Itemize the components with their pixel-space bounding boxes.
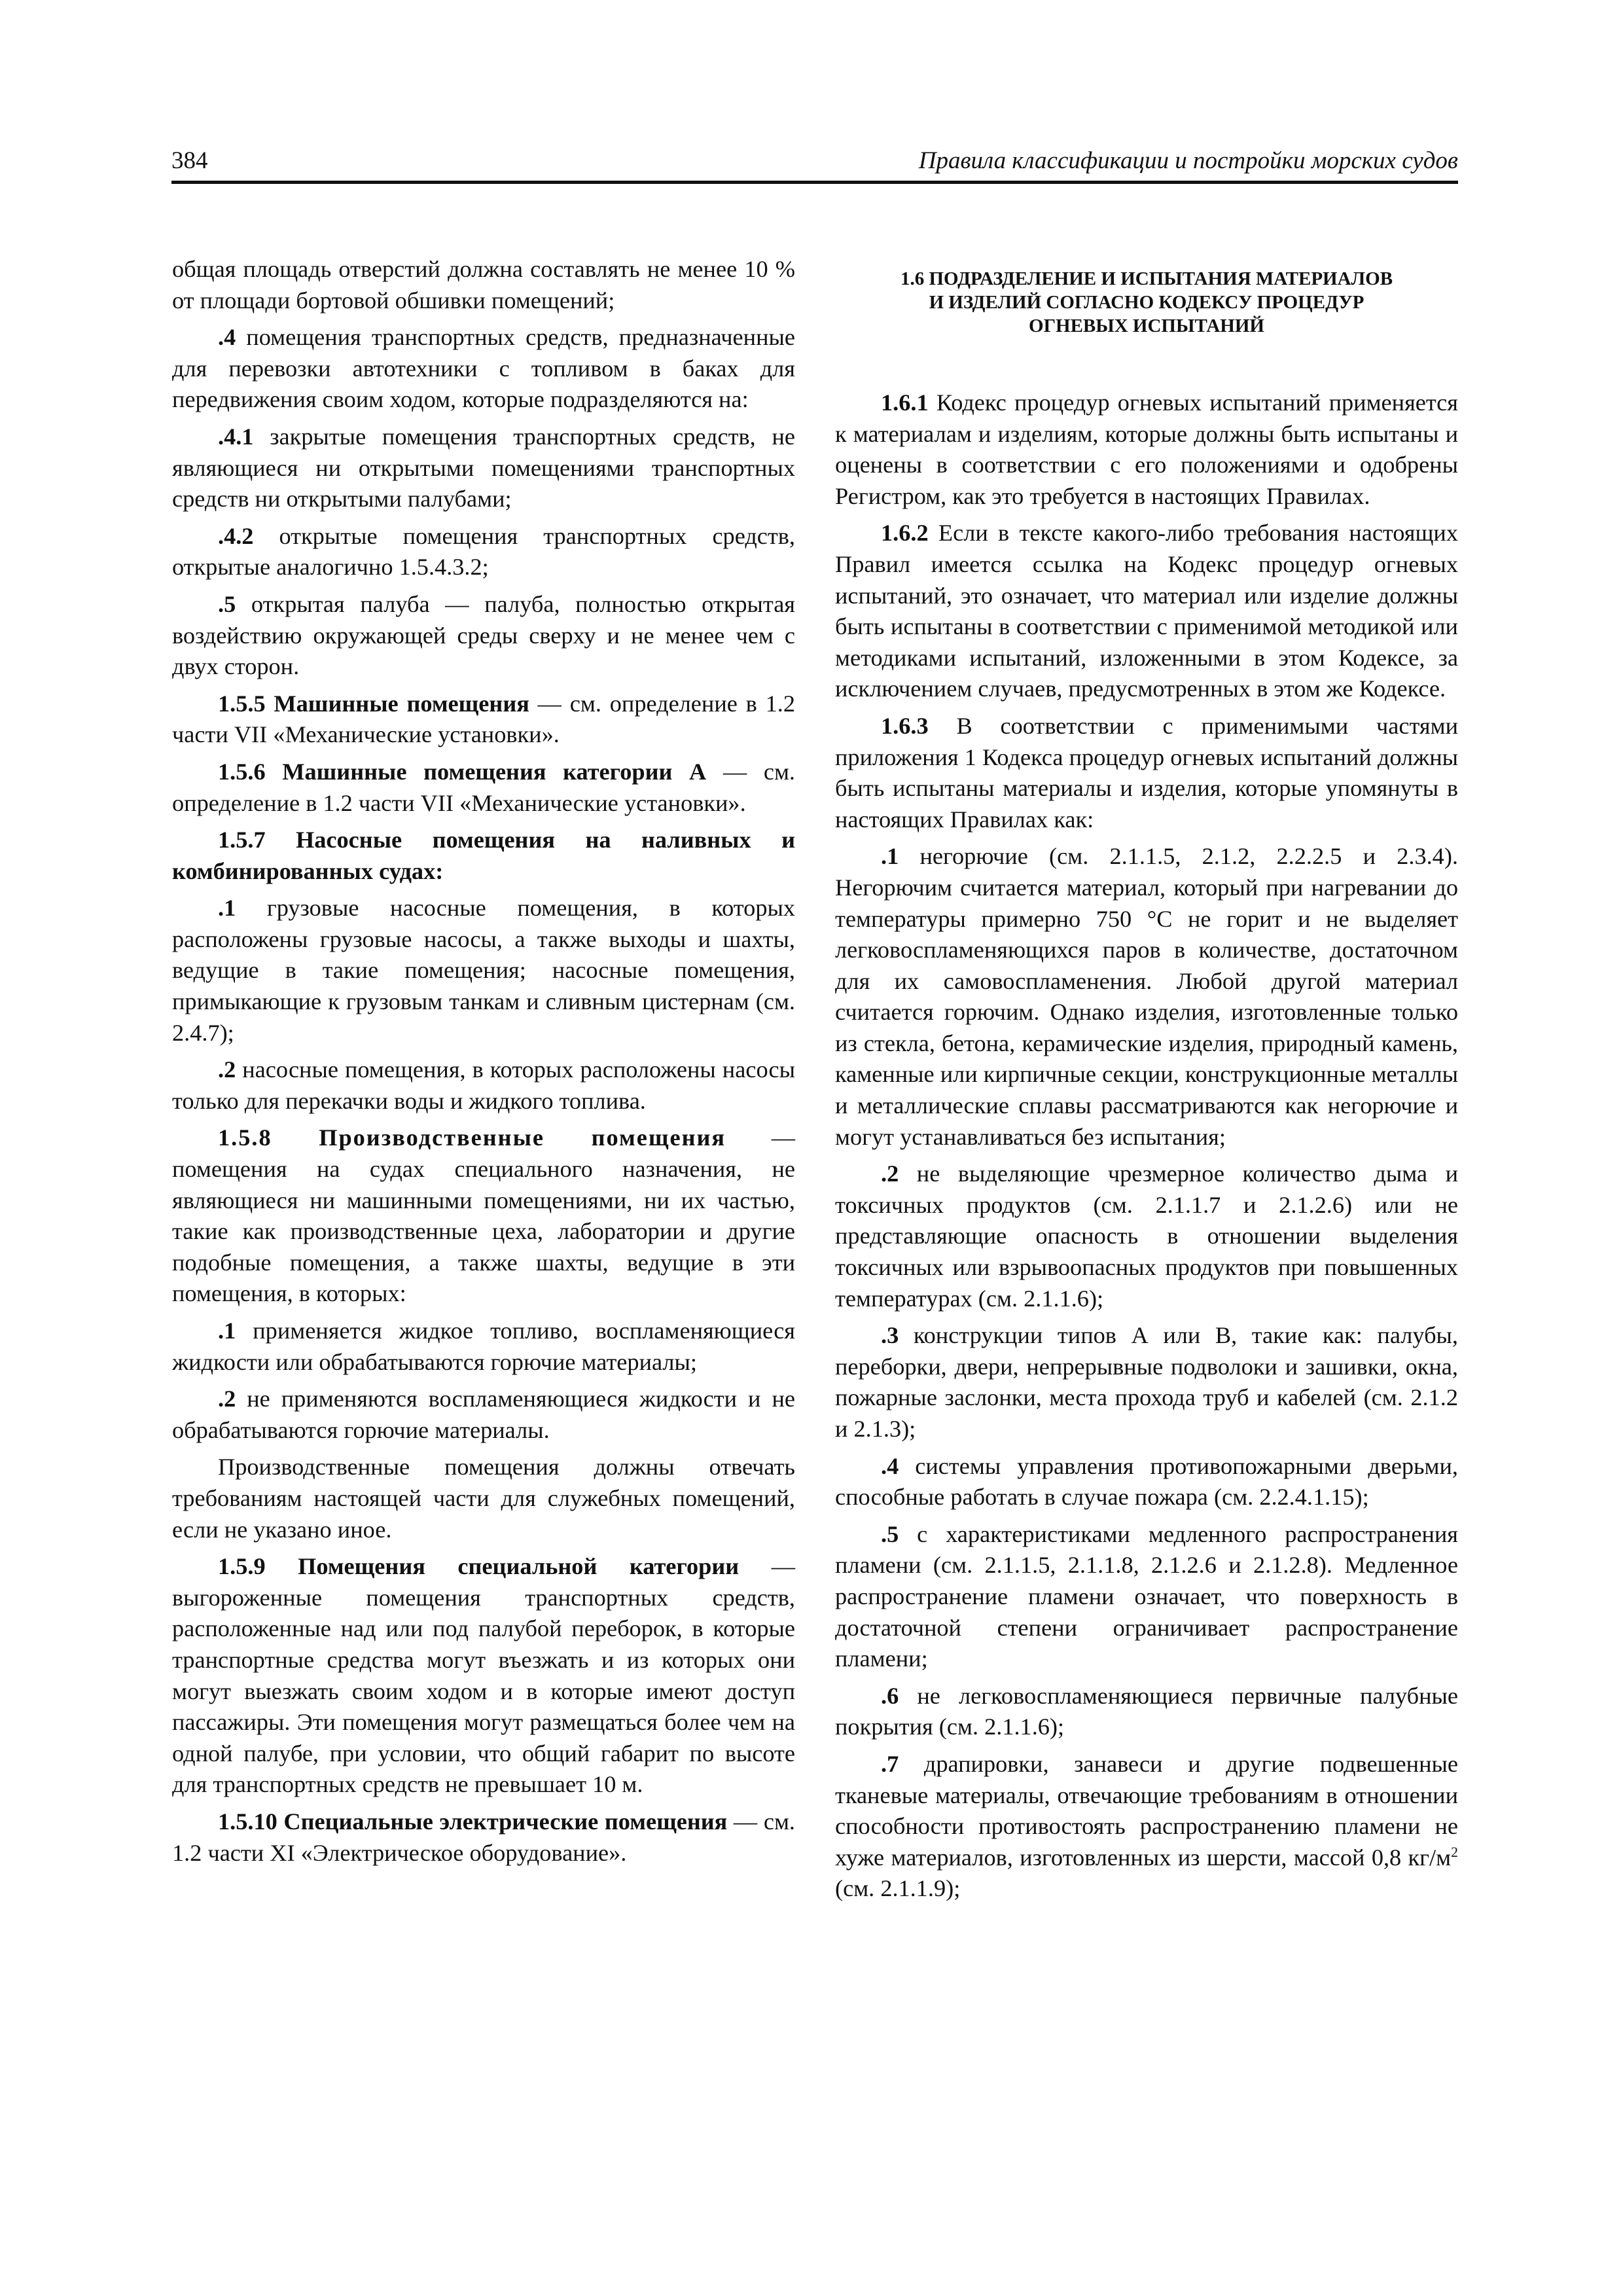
paragraph: .1 негорючие (см. 2.1.1.5, 2.1.2, 2.2.2.5 и 2.3.4). Негорючим считается материал, который при нагревании до температуры примерно 750 °С не горит и не выделяет легковоспламеняющихся паров в количестве, достаточном для их самовоспламенения. Любой другой материал считается горючим. Однако изделия, изготовленные только из стекла, бетона, керамические изделия, природный камень, каменные или кирпичные секции, конструкционные металлы и металлические сплавы рассматриваются как негорючие и могут устанавливаться без испытания; xyxy=(835,843,1458,1150)
paragraph: .2 не применяются воспламеняющиеся жидкости и не обрабатываются горючие материалы. xyxy=(172,1386,795,1443)
section-title: 1.6 ПОДРАЗДЕЛЕНИЕ И ИСПЫТАНИЯ МАТЕРИАЛОВ И ИЗДЕЛИЙ СОГЛАСНО КОДЕКСУ ПРОЦЕДУР ОГНЕВЫХ ИСПЫТАНИЙ xyxy=(900,268,1393,336)
definition-1-5-8: 1.5.8 Производственные помещения — помещения на судах специального назначения, не являющиеся ни машинными помещениями, ни их частью, такие как производственные цеха, лаборатории и другие подобные помещения, а также шахты, ведущие в эти помещения, в которых: xyxy=(172,1124,795,1307)
paragraph: общая площадь отверстий должна составлять не менее 10 % от площади бортовой обшивки помещений; xyxy=(172,256,795,314)
paragraph: .4 системы управления противопожарными дверьми, способные работать в случае пожара (см. 2.2.4.1.15); xyxy=(835,1452,1458,1511)
definition-1-5-6: 1.5.6 Машинные помещения категории А — см. определение в 1.2 части VII «Механические установки». xyxy=(172,758,795,816)
paragraph: .5 с характеристиками медленного распространения пламени (см. 2.1.1.5, 2.1.1.8, 2.1.2.6 и 2.1.2.8). Медленное распространение пламени означает, что поверхность в достаточной степени ограничивает распространение пламени; xyxy=(835,1520,1458,1672)
right-column xyxy=(835,254,1458,1910)
paragraph: .1 применяется жидкое топливо, воспламеняющиеся жидкости или обрабатываются горючие материалы; xyxy=(172,1318,795,1375)
paragraph: .1 грузовые насосные помещения, в которых расположены грузовые насосы, а также выходы и шахты, ведущие в такие помещения; насосные помещения, примыкающие к грузовым танкам и сливным цистернам (см. 2.4.7); xyxy=(172,895,795,1046)
definition-1-5-10: 1.5.10 Специальные электрические помещения — см. 1.2 части XI «Электрическое оборудование». xyxy=(172,1808,795,1866)
definition-1-5-9: 1.5.9 Помещения специальной категории — выгороженные помещения транспортных средств, расположенные над или под палубой переборок, в которые транспортные средства могут въезжать и из которых они могут выезжать своим ходом и в которые имеют доступ пассажиры. Эти помещения могут размещаться более чем на одной палубе, при условии, что общий габарит по высоте для транспортных средств не превышает 10 м. xyxy=(172,1553,795,1798)
paragraph: .2 не выделяющие чрезмерное количество дыма и токсичных продуктов (см. 2.1.1.7 и 2.1.2.6) или не представляющие опасность в отношении выделения токсичных или взрывоопасных продуктов при повышенных температурах (см. 2.1.1.6); xyxy=(835,1160,1458,1312)
paragraph: .4 помещения транспортных средств, предназначенные для перевозки автотехники с топливом в баках для передвижения своим ходом, которые подразделяются на: xyxy=(172,324,795,413)
paragraph: .4.2 открытые помещения транспортных средств, открытые аналогично 1.5.4.3.2; xyxy=(172,522,795,581)
paragraph: Производственные помещения должны отвечать требованиям настоящей части для служебных помещений, если не указано иное. xyxy=(172,1454,795,1543)
clause-1-6-2: 1.6.2 Если в тексте какого-либо требования настоящих Правил имеется ссылка на Кодекс процедур огневых испытаний, это означает, что материал или изделие должны быть испытаны в соответствии с применимой методикой или методиками испытаний, изложенными в этом Кодексе, за исключением случаев, предусмотренных в этом же Кодексе. xyxy=(835,520,1458,702)
paragraph: .5 открытая палуба — палуба, полностью открытая воздействию окружающей среды сверху и не менее чем с двух сторон. xyxy=(172,590,795,680)
paragraph: .4.1 закрытые помещения транспортных средств, не являющиеся ни открытыми помещениями транспортных средств ни открытыми палубами; xyxy=(172,423,795,512)
page-header xyxy=(171,139,1458,184)
clause-1-6-1: 1.6.1 Кодекс процедур огневых испытаний применяется к материалам и изделиям, которые должны быть испытаны и оценены в соответствии с его положениями и одобрены Регистром, как это требуется в настоящих Правилах. xyxy=(835,389,1458,509)
paragraph: .2 насосные помещения, в которых расположены насосы только для перекачки воды и жидкого топлива. xyxy=(172,1056,795,1114)
clause-1-6-3: 1.6.3 В соответствии с применимыми частями приложения 1 Кодекса процедур огневых испытаний должны быть испытаны материалы и изделия, которые упомянуты в настоящих Правилах как: xyxy=(835,712,1458,833)
paragraph: .7 драпировки, занавеси и другие подвешенные тканевые материалы, отвечающие требованиям в отношении способности противостоять распространению пламени не хуже материалов, изготовленных из шерсти, массой 0,8 $кг/м^2$ (см. 2.1.1.9); xyxy=(835,1750,1458,1902)
running-title: Правила классификации и постройки морских судов xyxy=(918,147,1458,174)
left-column xyxy=(172,254,795,1874)
page-number: 384 xyxy=(171,147,208,174)
paragraph: .6 не легковоспламеняющиеся первичные палубные покрытия (см. 2.1.1.6); xyxy=(835,1682,1458,1740)
definition-1-5-5: 1.5.5 Машинные помещения — см. определение в 1.2 части VII «Механические установки». xyxy=(172,690,795,748)
definition-1-5-7: 1.5.7 Насосные помещения на наливных и комбинированных судах: xyxy=(172,827,795,884)
paragraph: .3 конструкции типов А или В, такие как: палубы, переборки, двери, непрерывные подволоки и зашивки, окна, пожарные заслонки, места прохода труб и кабелей (см. 2.1.2 и 2.1.3); xyxy=(835,1322,1458,1442)
